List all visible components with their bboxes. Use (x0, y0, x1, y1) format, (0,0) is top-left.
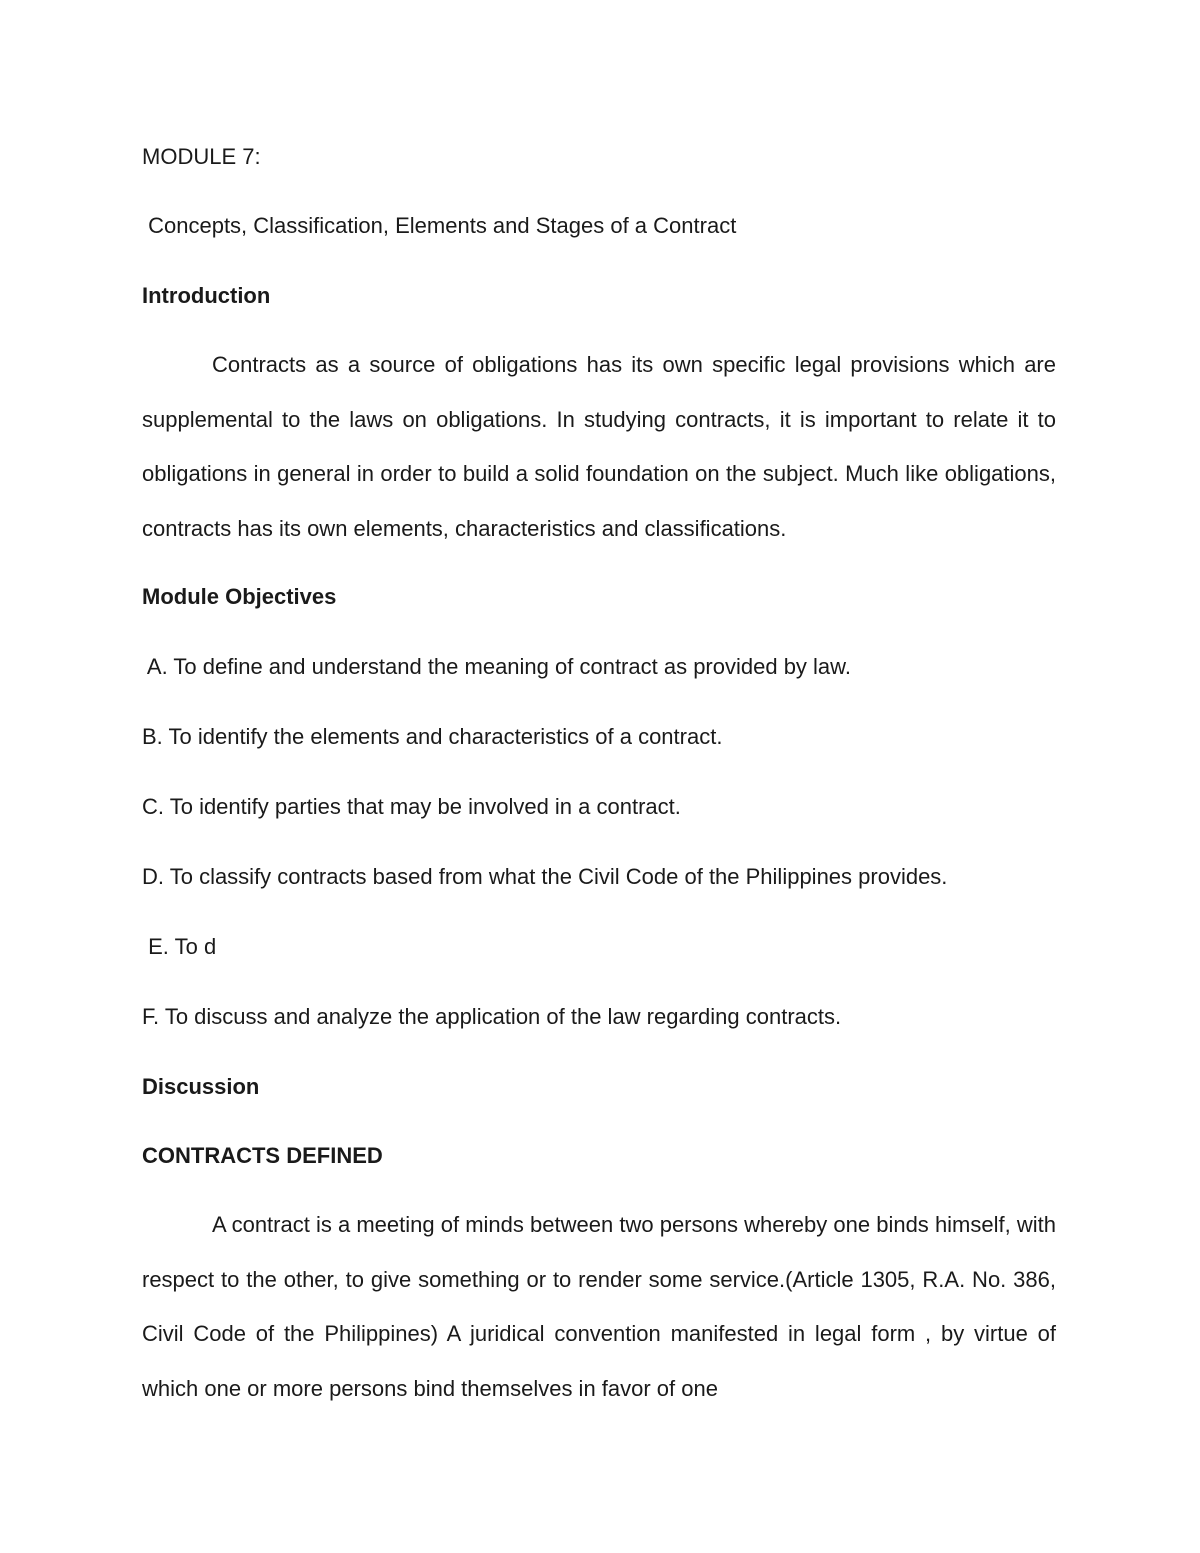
introduction-heading: Introduction (142, 283, 271, 308)
objective-item-e: E. To d (142, 934, 217, 959)
objectives-heading: Module Objectives (142, 584, 337, 609)
objective-item-b: B. To identify the elements and characteristics of a contract. (142, 724, 723, 749)
introduction-paragraph: Contracts as a source of obligations has its own specific legal provisions which are supplemental to the laws on obligations. In studying contracts, it is important to relate it to obligations in general in order to build a solid foundation on the subject. Much like obligations, contracts has its own elements, characteristics and classifications. (142, 352, 1056, 541)
objective-item-d: D. To classify contracts based from what the Civil Code of the Philippines provides. (142, 864, 948, 889)
objective-item-c: C. To identify parties that may be involved in a contract. (142, 794, 681, 819)
discussion-paragraph: A contract is a meeting of minds between two persons whereby one binds himself, with respect to the other, to give something or to render some service.(Article 1305, R.A. No. 386, Civil Code of the Philippines) A juridical convention manifested in legal form , by virtue of which one or more persons bind themselves in favor of one (142, 1212, 1056, 1401)
module-title: Concepts, Classification, Elements and Stages of a Contract (142, 213, 737, 238)
contracts-defined-heading: CONTRACTS DEFINED (142, 1143, 383, 1168)
objective-item-f: F. To discuss and analyze the application of the law regarding contracts. (142, 1004, 842, 1029)
objective-item-a: A. To define and understand the meaning of contract as provided by law. (142, 654, 851, 679)
module-label: MODULE 7: (142, 144, 261, 169)
discussion-heading: Discussion (142, 1074, 260, 1099)
